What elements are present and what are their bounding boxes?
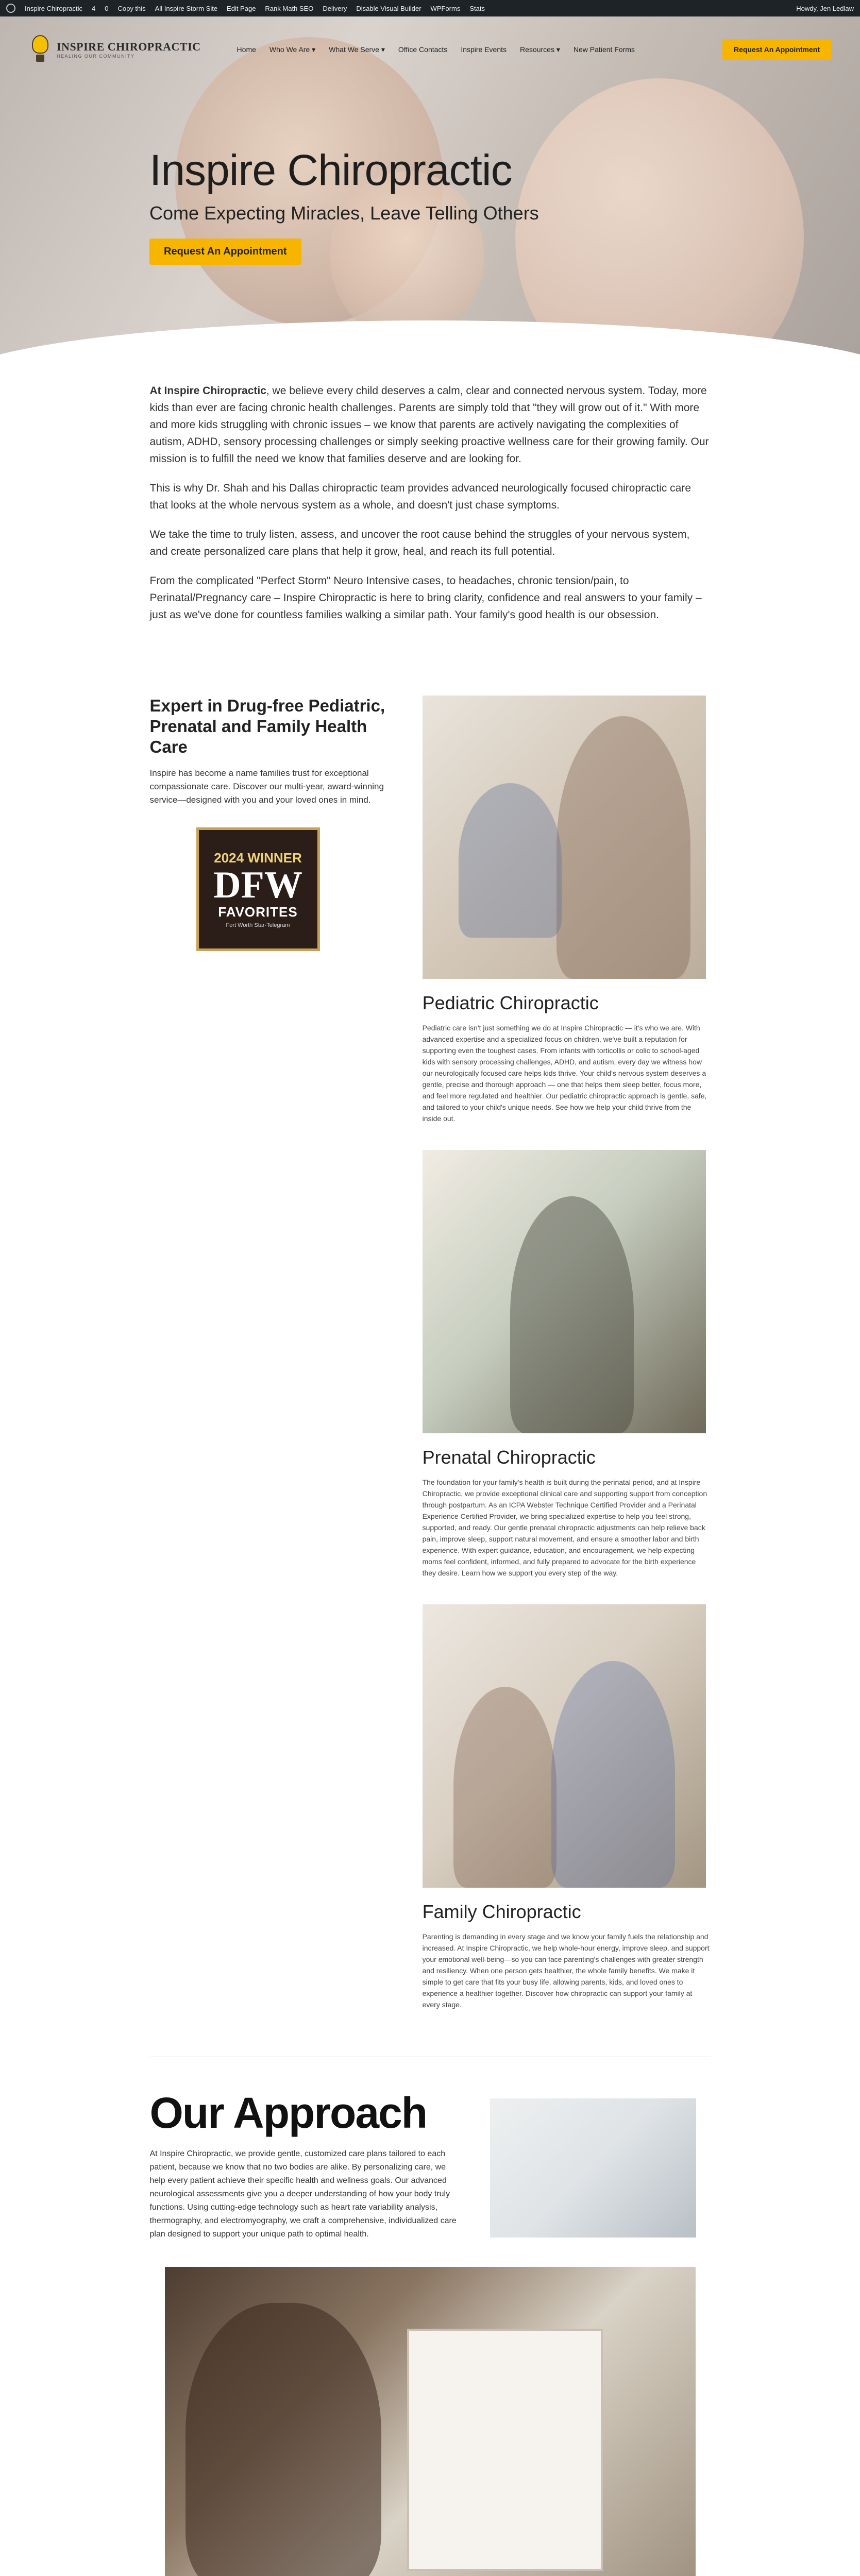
service-card-family [423, 1604, 711, 2010]
intro-strong: At Inspire Chiropractic [149, 385, 266, 397]
approach-large-photo [165, 2267, 696, 2576]
nav-home[interactable]: Home [237, 45, 256, 54]
hero-title: Inspire Chiropractic [149, 146, 512, 194]
admin-item[interactable]: Copy this [117, 4, 146, 12]
admin-item[interactable]: 4 [92, 4, 96, 12]
service-title: Prenatal Chiropractic [422, 1447, 596, 1468]
main-nav [0, 29, 860, 70]
nav-resources[interactable]: Resources ▾ [520, 45, 560, 54]
services-heading: Expert in Drug-free Pediatric, Prenatal and Family Health Care [149, 696, 385, 756]
service-text: The foundation for your family's health is built during the perinatal period, and at Inspire Chiropractic, we provide exceptional clinical care and supporting support from conception through postpartum. As an ICPA Webster Technique Certified Provider and a Perinatal Experience Certified Provider, we bring specialized expertise to help you feel strong, supported, and ready. Our gentle prenatal chiropractic adjustments can help relieve back pain, improve sleep, support natural movement, and ensure a smoother labor and birth experience. With expert guidance, education, and encouragement, we help expecting moms feel confident, informed, and fully prepared to advocate for the birth experience they desire. Learn how we support you every step of the way. [422, 1478, 707, 1577]
intro-paragraph-2: This is why Dr. Shah and his Dallas chiropractic team provides advanced neurologically focused chiropractic care that looks at the whole nervous system as a whole, and doesn't just chase symptoms. [149, 482, 692, 511]
badge-word: FAVORITES [218, 904, 298, 920]
intro-paragraph-4: From the complicated "Perfect Storm" Neuro Intensive cases, to headaches, chronic tension/pain, to Perinatal/Pregnancy care – Inspire Chiropractic is here to bring clarity, confidence and real answers to your family – just as we've done for countless families walking a similar path. Your family's good health is our obsession. [149, 575, 702, 621]
lightbulb-icon [29, 35, 52, 64]
badge-year: 2024 WINNER [214, 850, 302, 866]
badge-big: DFW [213, 864, 302, 906]
intro-section [150, 382, 711, 623]
nav-menu [237, 45, 707, 54]
approach-text: At Inspire Chiropractic, we provide gentle, customized care plans tailored to each patient, because we know that no two bodies are alike. By personalizing care, we help every patient achieve their specific health and wellness goals. Our advanced neurological assessments give you a deeper understanding of how your body truly functions. Using cutting-edge technology such as heart rate variability analysis, thermography, and electromyography, we craft a comprehensive, individualized care plan designed to support your unique path to optimal health. [149, 2149, 457, 2239]
approach-text-column [150, 2088, 459, 2241]
service-title: Family Chiropractic [422, 1901, 581, 1922]
wordpress-icon[interactable] [6, 4, 15, 13]
services-section [150, 696, 711, 2036]
approach-team-photo [490, 2098, 696, 2238]
nav-who-we-are[interactable]: Who We Are ▾ [269, 45, 316, 54]
nav-request-appointment-button[interactable]: Request An Appointment [722, 39, 831, 60]
site-logo[interactable] [29, 35, 201, 64]
services-cards [423, 696, 711, 2036]
hero-request-appointment-button[interactable]: Request An Appointment [149, 239, 301, 265]
admin-item[interactable]: Disable Visual Builder [356, 4, 421, 12]
hero-content [149, 145, 539, 265]
prenatal-photo [423, 1150, 706, 1433]
admin-item[interactable]: 0 [105, 4, 109, 12]
admin-item[interactable]: Inspire Chiropractic [25, 4, 82, 12]
hero-section [0, 16, 860, 372]
admin-bar [0, 0, 860, 16]
service-text: Pediatric care isn't just something we do at Inspire Chiropractic — it's who we are. With advanced expertise and a specialized focus on children, we've built a reputation for supporting even the toughest cases. From infants with torticollis or colic to school-aged kids with sensory processing challenges, ADHD, and autism, every day we witness how our neurologically focused care helps kids thrive. Your child's nervous system deserves a gentle, precise and thorough approach — one that helps them sleep better, focus more, and feel more regulated and healthier. Our pediatric chiropractic approach is gentle, safe, and tailored to your child's unique needs. See how we help your child thrive from the inside out. [422, 1024, 707, 1123]
service-text: Parenting is demanding in every stage and we know your family fuels the relationship and increased. At Inspire Chiropractic, we help whole-hour energy, improve sleep, and support your emotional well-being—so you can face parenting's challenges with greater strength and resiliency. When one person gets healthier, the whole family benefits. We make it simple to get care that fits your busy life, allowing parents, kids, and loved ones to experience a healthier together. Discover how chiropractic can support your family at every stage. [422, 1933, 710, 2009]
nav-what-we-serve[interactable]: What We Serve ▾ [329, 45, 385, 54]
admin-item[interactable]: Delivery [323, 4, 347, 12]
admin-item[interactable]: All Inspire Storm Site [155, 4, 218, 12]
nav-office-contacts[interactable]: Office Contacts [398, 45, 448, 54]
hero-subtitle: Come Expecting Miracles, Leave Telling Others [149, 202, 539, 224]
service-card-pediatric [423, 696, 711, 1124]
nav-new-patient-forms[interactable]: New Patient Forms [573, 45, 635, 54]
services-text: Inspire has become a name families trust for exceptional compassionate care. Discover our multi-year, award-winning service—designed with you and your loved ones in mind. [149, 768, 384, 805]
nav-inspire-events[interactable]: Inspire Events [461, 45, 507, 54]
family-photo [423, 1604, 706, 1888]
badge-sub: Fort Worth Star-Telegram [226, 922, 290, 928]
admin-item[interactable]: Edit Page [227, 4, 256, 12]
intro-p1-text: , we believe every child deserves a calm, clear and connected nervous system. Today, more kids than ever are facing chronic health challenges. Parents are simply told that "they will grow out of it." With more and more kids struggling with chronic issues – we know that parents are actively navigating the complexities of autism, ADHD, sensory processing challenges or simply seeking proactive wellness care for their growing family. Our mission is to fulfill the need we know that families deserve and are looking for. [149, 385, 709, 465]
admin-item[interactable]: WPForms [430, 4, 461, 12]
services-intro [150, 696, 392, 2036]
admin-item[interactable]: Stats [469, 4, 485, 12]
intro-paragraph-1 [150, 382, 711, 467]
dfw-favorites-badge [196, 827, 320, 951]
logo-tagline: HEALING OUR COMMUNITY [57, 54, 135, 59]
service-card-prenatal [423, 1150, 711, 1579]
admin-user[interactable]: Howdy, Jen Ledlaw [796, 4, 854, 12]
logo-name: INSPIRE CHIROPRACTIC [57, 40, 201, 53]
approach-title: Our Approach [149, 2089, 427, 2137]
approach-section [150, 2088, 711, 2241]
admin-item[interactable]: Rank Math SEO [265, 4, 314, 12]
pediatric-photo [423, 696, 706, 979]
intro-paragraph-3: We take the time to truly listen, assess, and uncover the root cause behind the struggles of your nervous system, and create personalized care plans that help it grow, heal, and reach its full potential. [149, 529, 690, 557]
service-title: Pediatric Chiropractic [422, 992, 599, 1013]
